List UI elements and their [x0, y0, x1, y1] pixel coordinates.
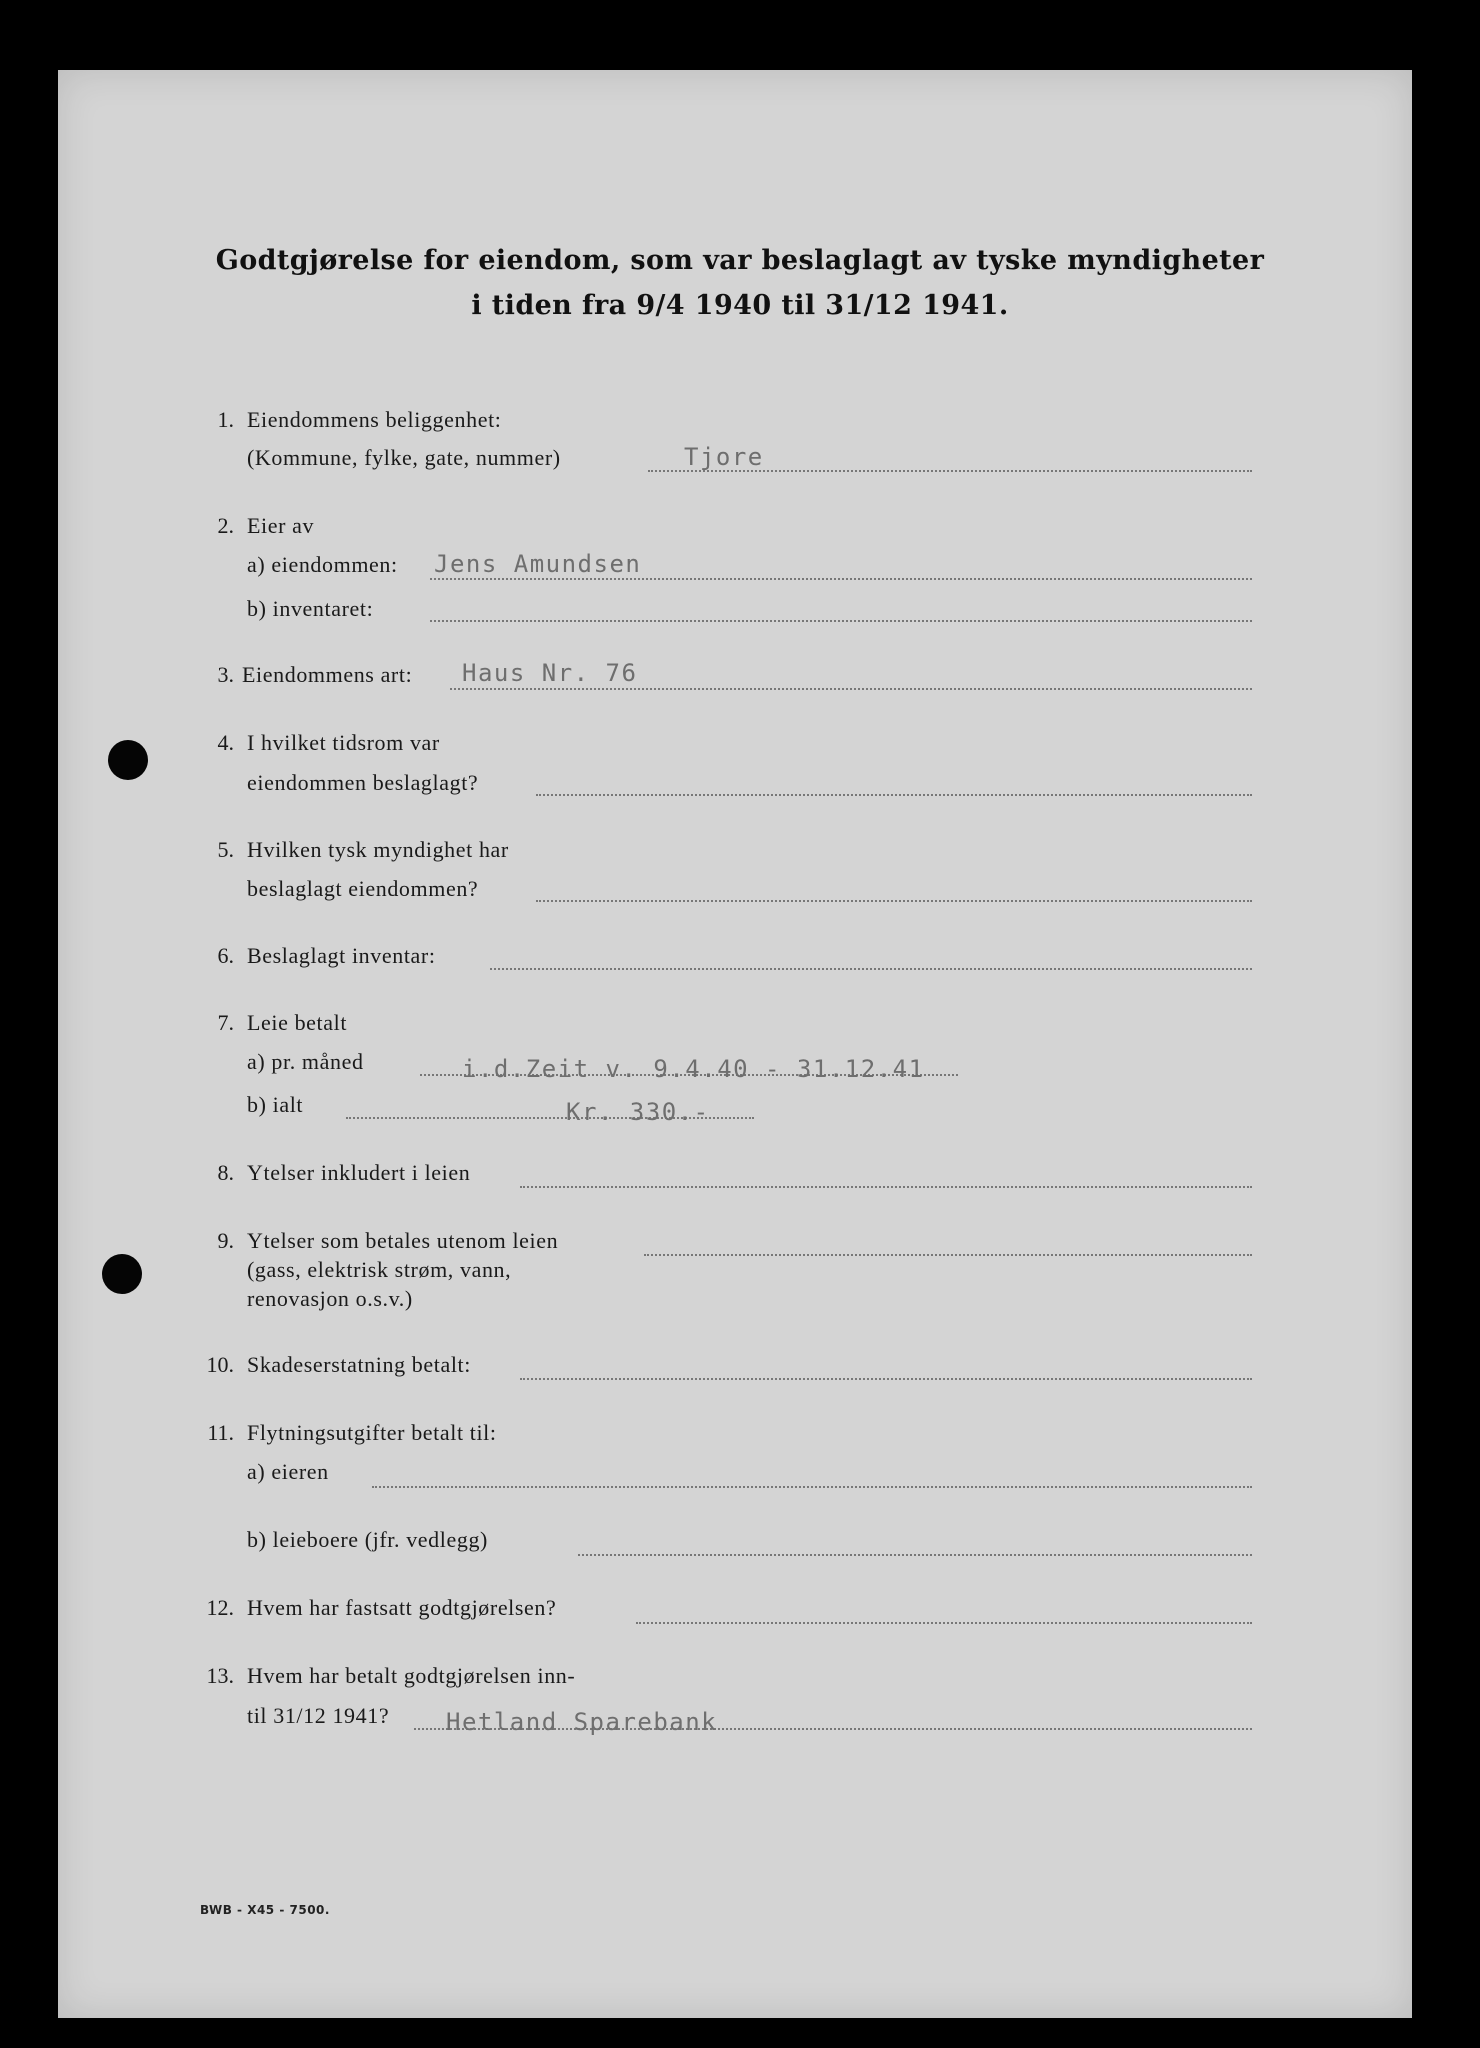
item-2b-answer-line — [430, 620, 1252, 622]
item-10-answer-line — [520, 1378, 1252, 1380]
form-title-line-2: i tiden fra 9/4 1940 til 31/12 1941. — [471, 290, 1009, 321]
item-1-sublabel: (Kommune, fylke, gate, nummer) — [247, 445, 561, 470]
item-13-answer: Hetland Sparebank — [446, 1708, 718, 1736]
item-10-number: 10. — [206, 1352, 234, 1377]
item-7a-answer: i.d.Zeit v. 9.4.40 - 31.12.41 — [462, 1055, 925, 1083]
item-8-answer-line — [520, 1186, 1252, 1188]
item-13-label: Hvem har betalt godtgjørelsen inn- — [247, 1663, 576, 1688]
item-4-answer-line — [536, 794, 1252, 796]
item-9-sublabel-2: renovasjon o.s.v.) — [247, 1286, 413, 1311]
item-2-label: Eier av — [247, 513, 315, 538]
item-2a-answer-line — [430, 578, 1252, 580]
item-13-sublabel: til 31/12 1941? — [247, 1703, 390, 1728]
item-9-answer-line — [644, 1254, 1252, 1256]
item-8-number: 8. — [217, 1160, 234, 1185]
item-7-label: Leie betalt — [247, 1010, 348, 1035]
item-3-answer: Haus Nr. 76 — [462, 659, 638, 687]
item-2a-label: a) eiendommen: — [247, 552, 398, 577]
item-5-label: Hvilken tysk myndighet har — [247, 837, 509, 862]
item-11a-label: a) eieren — [247, 1459, 329, 1484]
item-8-label: Ytelser inkludert i leien — [247, 1160, 471, 1185]
item-11a-answer-line — [372, 1486, 1252, 1488]
item-1-label: Eiendommens beliggenhet: — [247, 407, 502, 432]
item-4-label: I hvilket tidsrom var — [247, 730, 440, 755]
form-title-line-1: Godtgjørelse for eiendom, som var beslaglagt av tyske myndigheter — [215, 245, 1265, 276]
item-7b-answer: Kr. 330.- — [566, 1098, 710, 1126]
punch-hole-bottom — [102, 1254, 142, 1294]
item-5-sublabel: beslaglagt eiendommen? — [247, 876, 479, 901]
item-11-number: 11. — [207, 1420, 234, 1445]
item-5-answer-line — [536, 900, 1252, 902]
print-code-footer: BWB - X45 - 7500. — [200, 1903, 330, 1917]
item-9-sublabel-1: (gass, elektrisk strøm, vann, — [247, 1257, 512, 1282]
item-4-number: 4. — [217, 730, 234, 755]
item-3-answer-line — [450, 688, 1252, 690]
item-11b-answer-line — [578, 1554, 1252, 1556]
item-6-label: Beslaglagt inventar: — [247, 943, 436, 968]
item-12-answer-line — [636, 1622, 1252, 1624]
item-2a-answer: Jens Amundsen — [434, 550, 642, 578]
item-9-label: Ytelser som betales utenom leien — [247, 1228, 559, 1253]
item-7a-label: a) pr. måned — [247, 1049, 364, 1074]
item-12-label: Hvem har fastsatt godtgjørelsen? — [247, 1595, 557, 1620]
item-5-number: 5. — [217, 837, 234, 862]
item-9-number: 9. — [217, 1228, 234, 1253]
item-10-label: Skadeserstatning betalt: — [247, 1352, 471, 1377]
item-12-number: 12. — [206, 1595, 234, 1620]
item-3-number: 3. — [217, 662, 234, 687]
item-11b-label: b) leieboere (jfr. vedlegg) — [247, 1527, 488, 1552]
item-11-label: Flytningsutgifter betalt til: — [247, 1420, 497, 1445]
item-2-number: 2. — [217, 513, 234, 538]
item-7-number: 7. — [217, 1010, 234, 1035]
item-1-answer: Tjore — [684, 443, 764, 471]
item-1-number: 1. — [217, 407, 234, 432]
item-6-number: 6. — [217, 943, 234, 968]
item-7b-label: b) ialt — [247, 1092, 304, 1117]
punch-hole-top — [108, 740, 148, 780]
item-6-answer-line — [490, 968, 1252, 970]
item-3-label: Eiendommens art: — [242, 662, 413, 687]
item-2b-label: b) inventaret: — [247, 596, 374, 621]
item-4-sublabel: eiendommen beslaglagt? — [247, 770, 479, 795]
item-13-number: 13. — [206, 1663, 234, 1688]
